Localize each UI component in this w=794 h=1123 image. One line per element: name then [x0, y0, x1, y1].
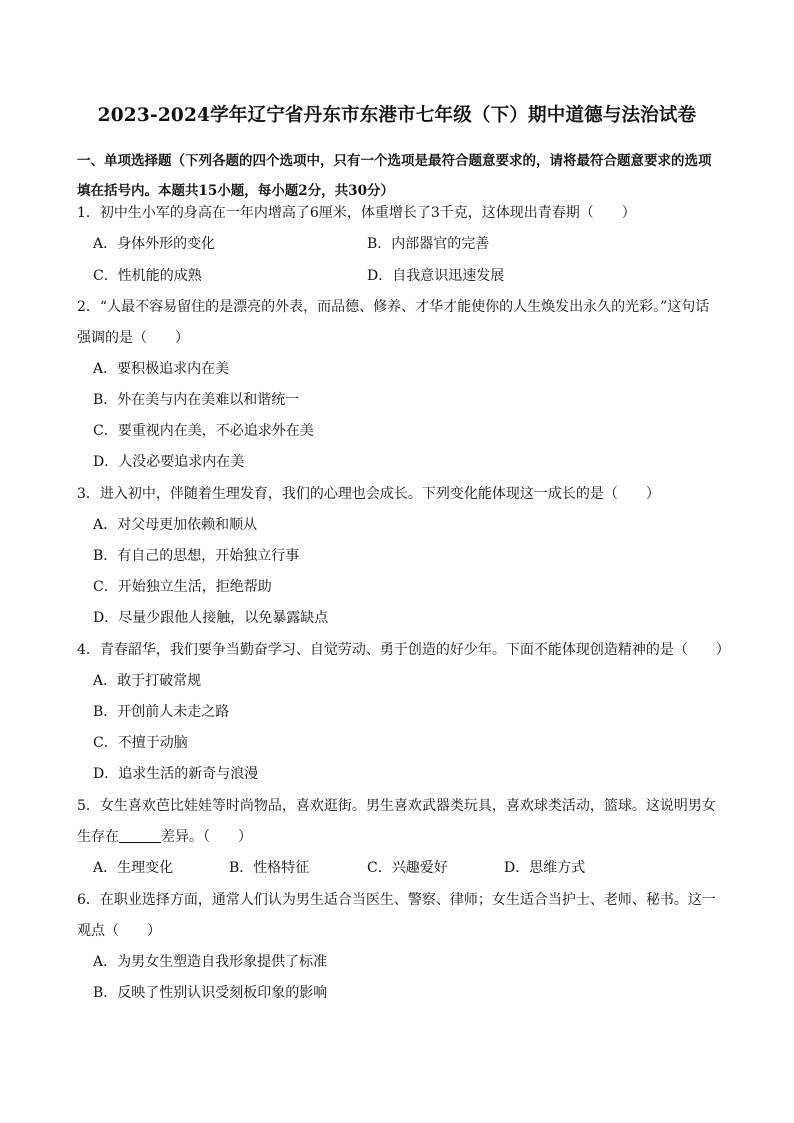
question-1-option-a: A．身体外形的变化: [93, 236, 216, 252]
question-3-option-d: D．尽量少跟他人接触，以免暴露缺点: [93, 610, 329, 626]
question-4: [77, 635, 730, 666]
question-5-option-c: C．兴趣爱好: [367, 860, 448, 876]
question-2-option-a: A．要积极追求内在美: [93, 361, 230, 377]
question-4-option-a: A．敢于打破常规: [93, 673, 202, 689]
question-5-option-d: D．思维方式: [504, 860, 586, 876]
question-1-option-b: B．内部器官的完善: [367, 236, 490, 252]
question-2: [77, 292, 722, 354]
question-3-option-b: B．有自己的思想，开始独立行事: [93, 548, 300, 564]
page-title: 2023-2024学年辽宁省丹东市东港市七年级（下）期中道德与法治试卷: [97, 105, 697, 126]
question-1-option-c: C．性机能的成熟: [93, 268, 202, 284]
question-2-option-d: D．人没必要追求内在美: [93, 454, 245, 470]
question-4-option-b: B．开创前人未走之路: [93, 704, 230, 720]
question-4-option-d: D．追求生活的新奇与浪漫: [93, 766, 259, 782]
question-4-option-c: C．不擅于动脑: [93, 735, 188, 751]
question-1-option-d: D．自我意识迅速发展: [367, 268, 505, 284]
question-stem: 初中生小军的身高在一年内增高了6厘米，体重增长了3千克，这体现出青春期（ ）: [99, 205, 636, 221]
question-6-option-a: A．为男女生塑造自我形象提供了标准: [93, 954, 328, 970]
question-5: [77, 791, 722, 853]
question-3-option-a: A．对父母更加依赖和顺从: [93, 517, 258, 533]
question-2-option-b: B．外在美与内在美难以和谐统一: [93, 392, 300, 408]
question-number: 6．: [77, 892, 100, 908]
question-2-option-c: C．要重视内在美，不必追求外在美: [93, 423, 314, 439]
question-5-option-b: B．性格特征: [229, 860, 310, 876]
question-stem-end: 差异。（ ）: [161, 829, 252, 845]
question-number: 3．: [77, 486, 100, 502]
question-3: [77, 479, 722, 510]
section-heading: 一、单项选择题（下列各题的四个选项中，只有一个选项是最符合题意要求的，请将最符合题意要求的选项填在括号内。本题共15小题，每小题2分，共30分）: [77, 153, 712, 199]
question-6-option-b: B．反映了性别认识受刻板印象的影响: [93, 985, 328, 1001]
question-5-option-a: A．生理变化: [93, 860, 174, 876]
question-3-option-c: C．开始独立生活，拒绝帮助: [93, 579, 272, 595]
question-stem: 进入初中，伴随着生理发育，我们的心理也会成长。下列变化能体现这一成长的是（ ）: [99, 486, 660, 502]
question-number: 5．: [77, 798, 100, 814]
question-number: 2．: [77, 299, 100, 315]
question-6: [77, 885, 722, 947]
question-1: [77, 198, 722, 229]
question-stem: 青春韶华，我们要争当勤奋学习、自觉劳动、勇于创造的好少年。下面不能体现创造精神的是（ ）: [99, 642, 730, 658]
question-number: 1．: [77, 205, 100, 221]
question-number: 4．: [77, 642, 100, 658]
question-stem: 女生喜欢芭比娃娃等时尚物品，喜欢逛街。男生喜欢武器类玩具，喜欢球类活动，篮球。这说明男女生存在: [77, 798, 716, 845]
question-stem: “人最不容易留住的是漂亮的外表，而品德、修养、才华才能使你的人生焕发出永久的光彩。”这句话强调的是（ ）: [77, 299, 710, 346]
question-stem: 在职业选择方面，通常人们认为男生适合当医生、警察、律师；女生适合当护士、老师、秘书。这一观点（ ）: [77, 892, 716, 939]
fill-blank: [119, 827, 161, 843]
